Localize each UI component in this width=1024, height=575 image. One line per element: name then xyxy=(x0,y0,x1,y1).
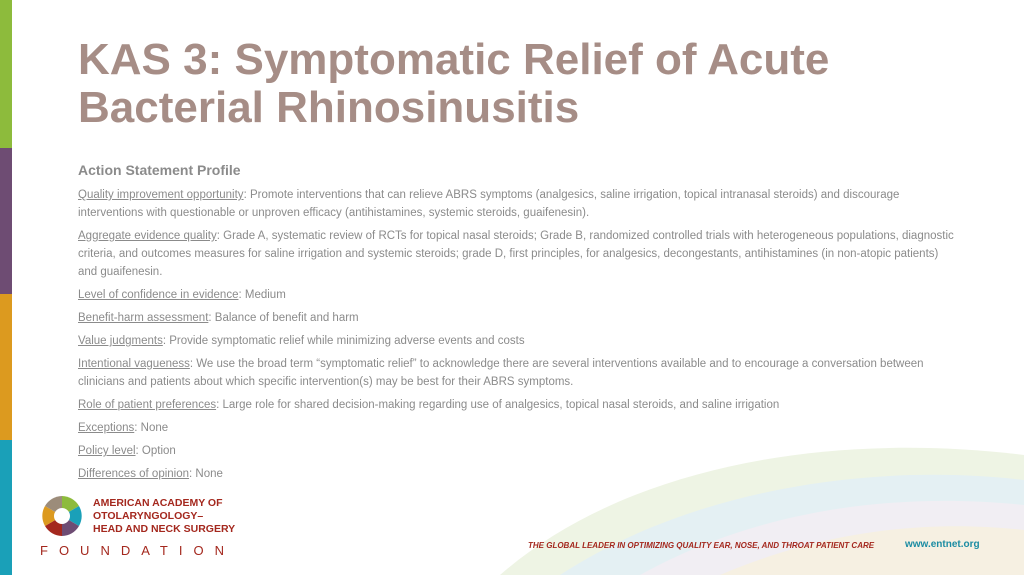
item-text: : We use the broad term “symptomatic relief” to acknowledge there are several interventions available and to encourage a conversation between clinicians and patients about which specific intervention(s) may be best for their ABRS symptoms. xyxy=(78,358,924,388)
aao-hns-swirl-logo-icon xyxy=(40,494,84,538)
organization-name xyxy=(93,497,235,536)
item-text: : Balance of benefit and harm xyxy=(208,312,359,324)
action-statement-profile xyxy=(78,160,958,488)
item-patient-preferences xyxy=(78,396,958,414)
item-quality-improvement xyxy=(78,186,958,222)
item-policy-level xyxy=(78,442,958,460)
item-text: : None xyxy=(134,422,169,434)
item-label: Quality improvement opportunity xyxy=(78,189,244,201)
item-differences-of-opinion xyxy=(78,465,958,483)
item-text: : Promote interventions that can relieve ABRS symptoms (analgesics, saline irrigation, topical intranasal steroids) and discourage interventions with questionable or unproven efficacy (antihistamines, systemic steroids, guaifenesin). xyxy=(78,189,900,219)
org-line: OTOLARYNGOLOGY– xyxy=(93,510,204,522)
item-text: : Large role for shared decision-making regarding use of analgesics, topical nasal steroids, and saline irrigation xyxy=(216,399,780,411)
aao-hns-foundation-logo xyxy=(40,494,260,564)
item-label: Benefit-harm assessment xyxy=(78,312,209,324)
item-level-of-confidence xyxy=(78,286,958,304)
item-label: Policy level xyxy=(78,445,136,457)
item-label: Aggregate evidence quality xyxy=(78,230,217,242)
foundation-wordmark: FOUNDATION xyxy=(40,543,235,558)
item-label: Level of confidence in evidence xyxy=(78,289,239,301)
footer-tagline: THE GLOBAL LEADER IN OPTIMIZING QUALITY EAR, NOSE, AND THROAT PATIENT CARE xyxy=(528,541,875,550)
item-label: Differences of opinion xyxy=(78,468,190,480)
item-text: : Medium xyxy=(238,289,286,301)
item-text: : None xyxy=(189,468,223,480)
slide-title: KAS 3: Symptomatic Relief of Acute Bacterial Rhinosinusitis xyxy=(78,35,830,132)
item-benefit-harm xyxy=(78,309,958,327)
item-text: : Provide symptomatic relief while minimizing adverse events and costs xyxy=(162,335,525,347)
item-text: : Option xyxy=(135,445,176,457)
org-line: AMERICAN ACADEMY OF xyxy=(93,497,223,509)
item-label: Exceptions xyxy=(78,422,135,434)
item-text: : Grade A, systematic review of RCTs for topical nasal steroids; Grade B, randomized controlled trials with heterogeneous populations, diagnostic criteria, and outcomes measures for saline irrigation and systemic steroids; grade D, first principles, for analgesics, decongestants, antihistamines (in non-atopic patients) and guaifenesin. xyxy=(78,230,954,278)
section-heading: Action Statement Profile xyxy=(78,162,241,178)
item-aggregate-evidence xyxy=(78,227,958,281)
item-label: Role of patient preferences xyxy=(78,399,217,411)
website-link[interactable]: www.entnet.org xyxy=(905,539,980,550)
item-value-judgments xyxy=(78,332,958,350)
item-intentional-vagueness xyxy=(78,355,958,391)
item-label: Value judgments xyxy=(78,335,163,347)
item-label: Intentional vagueness xyxy=(78,358,190,370)
item-exceptions xyxy=(78,419,958,437)
org-line: HEAD AND NECK SURGERY xyxy=(93,523,236,535)
